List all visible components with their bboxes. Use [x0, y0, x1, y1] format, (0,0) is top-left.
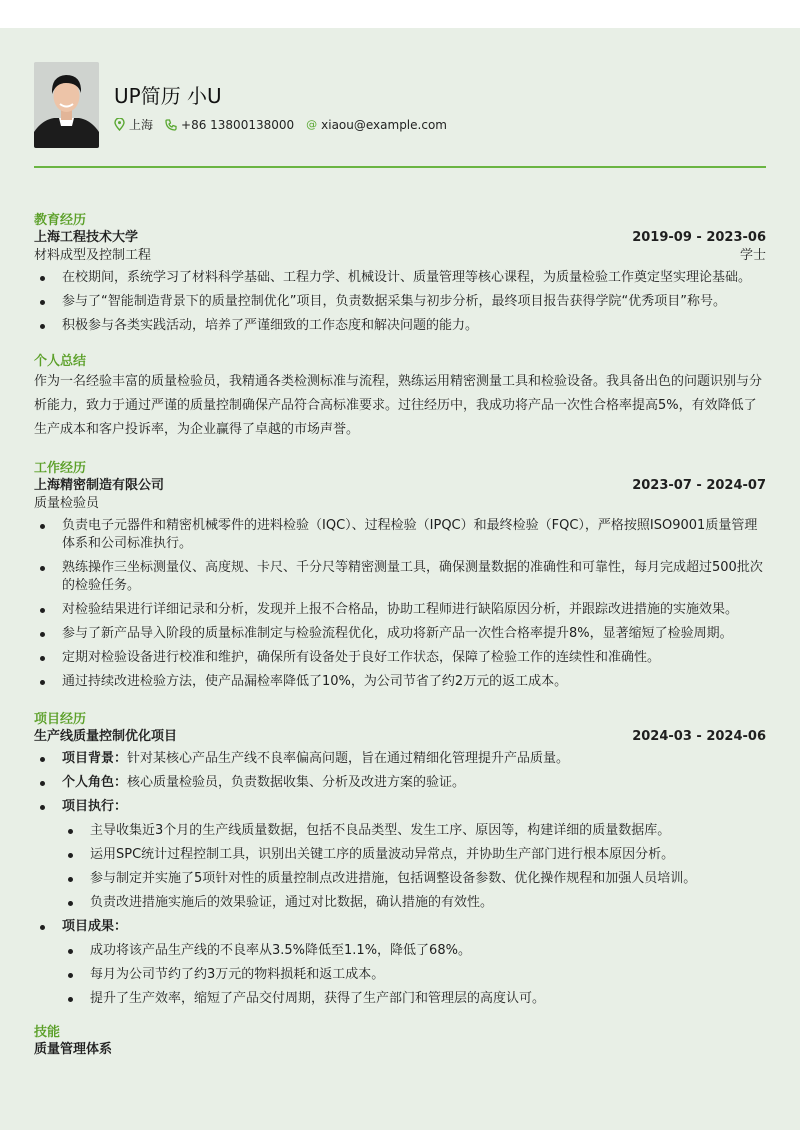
role-text: 核心质量检验员，负责数据收集、分析及改进方案的验证。	[127, 775, 466, 790]
project-title: 项目经历	[34, 712, 87, 727]
list-item: 负责改进措施实施后的效果验证，通过对比数据，确认措施的有效性。	[90, 894, 766, 912]
phone-icon	[165, 119, 177, 131]
candidate-name: UP简历 小U	[114, 84, 222, 108]
project-bullets	[34, 750, 766, 1008]
contact-info	[114, 116, 447, 133]
education-row	[34, 229, 766, 247]
resume-header	[34, 28, 766, 170]
contact-location	[114, 116, 153, 133]
list-item: 提升了生产效率，缩短了产品交付周期，获得了生产部门和管理层的高度认可。	[90, 990, 766, 1008]
education-dates: 2019-09 - 2023-06	[632, 230, 766, 245]
role-label: 个人角色：	[62, 775, 128, 790]
background-text: 针对某核心产品生产线不良率偏高问题，旨在通过精细化管理提升产品质量。	[127, 751, 570, 766]
work-title: 工作经历	[34, 461, 87, 476]
project-section	[34, 711, 766, 1008]
list-item: 成功将该产品生产线的不良率从3.5%降低至1.1%，降低了68%。	[90, 942, 766, 960]
skills-title: 技能	[34, 1025, 61, 1040]
work-row	[34, 477, 766, 495]
header-divider	[34, 166, 766, 168]
email-icon: @	[306, 118, 318, 131]
location-text: 上海	[129, 118, 154, 132]
list-item: 每月为公司节约了约3万元的物料损耗和返工成本。	[90, 966, 766, 984]
summary-title: 个人总结	[34, 354, 87, 369]
exec-list	[62, 822, 766, 912]
list-item: 熟练操作三坐标测量仪、高度规、卡尺、千分尺等精密测量工具，确保测量数据的准确性和可靠性，每月完成超过500批次的检验任务。	[62, 559, 766, 595]
list-item: 定期对检验设备进行校准和维护，确保所有设备处于良好工作状态，保障了检验工作的连续性和准确性。	[62, 649, 766, 667]
list-item: 运用SPC统计过程控制工具，识别出关键工序的质量波动异常点，并协助生产部门进行根本原因分析。	[90, 846, 766, 864]
project-results	[62, 918, 766, 1008]
education-section	[34, 212, 766, 335]
summary-section	[34, 353, 766, 442]
result-label: 项目成果：	[62, 919, 128, 934]
project-dates: 2024-03 - 2024-06	[632, 729, 766, 744]
skill-category: 质量管理体系	[34, 1042, 113, 1057]
job-role: 质量检验员	[34, 496, 100, 511]
major: 材料成型及控制工程	[34, 248, 152, 263]
location-icon	[114, 118, 125, 131]
background-label: 项目背景：	[62, 751, 128, 766]
summary-text: 作为一名经验丰富的质量检验员，我精通各类检测标准与流程，熟练运用精密测量工具和检验设备。我具备出色的问题识别与分析能力，致力于通过严谨的质量控制确保产品符合高标准要求。过往经历中，我成功将产品一次性合格率提高5%，有效降低了生产成本和客户投诉率，为企业赢得了卓越的市场声誉。	[34, 374, 763, 437]
company-name: 上海精密制造有限公司	[34, 478, 165, 493]
avatar-photo	[34, 62, 99, 148]
email-text: xiaou@example.com	[321, 117, 447, 132]
list-item: 主导收集近3个月的生产线质量数据，包括不良品类型、发生工序、原因等，构建详细的质量数据库。	[90, 822, 766, 840]
list-item: 参与了“智能制造背景下的质量控制优化”项目，负责数据采集与初步分析，最终项目报告获得学院“优秀项目”称号。	[62, 293, 766, 311]
school-name: 上海工程技术大学	[34, 230, 139, 245]
list-item: 积极参与各类实践活动，培养了严谨细致的工作态度和解决问题的能力。	[62, 317, 766, 335]
degree: 学士	[739, 248, 766, 263]
work-bullets	[34, 517, 766, 691]
list-item: 参与了新产品导入阶段的质量标准制定与检验流程优化，成功将新产品一次性合格率提升8%，显著缩短了检验周期。	[62, 625, 766, 643]
list-item: 在校期间，系统学习了材料科学基础、工程力学、机械设计、质量管理等核心课程，为质量检验工作奠定坚实理论基础。	[62, 269, 766, 287]
contact-phone[interactable]	[165, 116, 294, 133]
contact-email[interactable]	[306, 116, 447, 133]
list-item: 对检验结果进行详细记录和分析，发现并上报不合格品，协助工程师进行缺陷原因分析，并跟踪改进措施的实施效果。	[62, 601, 766, 619]
work-section	[34, 460, 766, 691]
list-item: 通过持续改进检验方法，使产品漏检率降低了10%，为公司节省了约2万元的返工成本。	[62, 673, 766, 691]
avatar	[34, 62, 99, 148]
skills-first-row	[34, 1041, 766, 1059]
skills-section	[34, 1024, 766, 1059]
resume-content	[34, 28, 766, 1059]
work-dates: 2023-07 - 2024-07	[632, 478, 766, 493]
list-item: 负责电子元器件和精密机械零件的进料检验（IQC）、过程检验（IPQC）和最终检验（FQC），严格按照ISO9001质量管理体系和公司标准执行。	[62, 517, 766, 553]
project-role	[62, 774, 766, 792]
project-row	[34, 728, 766, 746]
education-title: 教育经历	[34, 213, 87, 228]
education-bullets	[34, 269, 766, 335]
project-execution	[62, 798, 766, 912]
list-item: 参与制定并实施了5项针对性的质量控制点改进措施，包括调整设备参数、优化操作规程和加强人员培训。	[90, 870, 766, 888]
exec-label: 项目执行：	[62, 799, 128, 814]
project-background	[62, 750, 766, 768]
education-row-2	[34, 247, 766, 265]
phone-text: +86 13800138000	[181, 117, 295, 132]
resume-page	[0, 28, 800, 1130]
project-name: 生产线质量控制优化项目	[34, 729, 178, 744]
result-list	[62, 942, 766, 1008]
work-row-2	[34, 495, 766, 513]
